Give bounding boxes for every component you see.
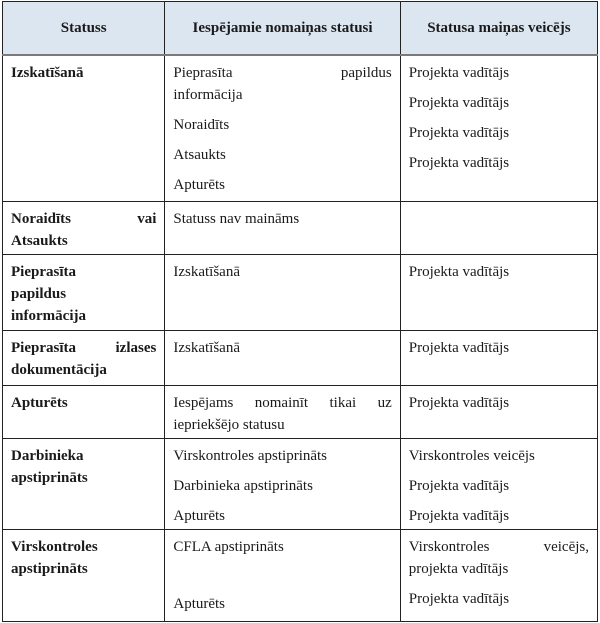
- status-cell: [3, 386, 165, 439]
- status-cell: [3, 255, 165, 331]
- table-row: [3, 386, 598, 439]
- status-label: Darbinieka apstiprināts: [11, 448, 88, 486]
- actors-cell: [400, 202, 597, 255]
- transitions-cell: [165, 439, 400, 530]
- transition-item: CFLA apstiprināts: [173, 539, 284, 555]
- actor-item: Virskontroles veicējs: [408, 448, 535, 464]
- actors-cell: [400, 439, 597, 530]
- actors-cell: [400, 255, 597, 331]
- actor-item: Projekta vadītājs: [408, 64, 510, 81]
- status-cell: [3, 331, 165, 386]
- actor-item: Projekta vadītājs: [408, 94, 510, 111]
- header-possible-transitions: Iespējamie nomaiņas statusi: [165, 2, 400, 55]
- transition-item: Pieprasīta papildus: [173, 64, 392, 81]
- table-row: [3, 439, 598, 530]
- transition-item: Darbinieka apstiprināts: [173, 478, 313, 494]
- header-change-actor: Statusa maiņas veicējs: [400, 2, 597, 55]
- transition-item: Apturēts: [173, 508, 226, 524]
- status-label: Pieprasīta izlases: [11, 340, 157, 356]
- actor-item: Projekta vadītājs: [408, 508, 510, 524]
- header-row: [3, 2, 598, 55]
- status-label: Pieprasīta papildus informācija: [11, 264, 86, 324]
- transition-item: Izskatīšanā: [173, 264, 240, 280]
- transition-item: informācija: [173, 86, 243, 103]
- actor-item: Projekta vadītājs: [408, 340, 510, 356]
- header-status: Statuss: [3, 2, 165, 55]
- transition-item: Apturēts: [173, 596, 226, 612]
- actor-item: Projekta vadītājs: [408, 264, 510, 280]
- transitions-cell: [165, 255, 400, 331]
- status-label: Noraidīts vai: [11, 211, 157, 227]
- actor-item: Projekta vadītājs: [408, 478, 510, 494]
- transition-item: Atsaukts: [173, 146, 226, 163]
- table-row: [3, 530, 598, 622]
- status-label: Virskontroles apstiprināts: [11, 539, 98, 577]
- actors-cell: [400, 386, 597, 439]
- status-cell: [3, 55, 165, 202]
- actor-item: Virskontroles veicējs,: [408, 539, 589, 555]
- transition-item: Noraidīts: [173, 116, 230, 133]
- transitions-cell: [165, 331, 400, 386]
- status-label-cont: Atsaukts: [11, 233, 68, 249]
- transitions-cell: [165, 386, 400, 439]
- actor-item: Projekta vadītājs: [408, 124, 510, 141]
- transition-item: Izskatīšanā: [173, 340, 240, 356]
- table-row: [3, 255, 598, 331]
- status-cell: [3, 202, 165, 255]
- transition-item: Statuss nav maināms: [173, 211, 300, 227]
- actors-cell: [400, 331, 597, 386]
- status-cell: [3, 439, 165, 530]
- actor-item: Projekta vadītājs: [408, 395, 510, 411]
- transitions-cell: [165, 202, 400, 255]
- status-label: Izskatīšanā: [11, 64, 84, 81]
- table-row: [3, 55, 598, 202]
- status-cell: [3, 530, 165, 622]
- table-row: [3, 331, 598, 386]
- transition-item: Virskontroles apstiprināts: [173, 448, 328, 464]
- transition-item: Iespējams nomainīt tikai uz iepriekšējo statusu: [173, 395, 392, 433]
- status-label: Apturēts: [11, 395, 68, 411]
- transitions-cell: [165, 55, 400, 202]
- transition-item: Apturēts: [173, 176, 226, 193]
- status-label-cont: dokumentācija: [11, 362, 107, 378]
- actors-cell: [400, 55, 597, 202]
- table-row: [3, 202, 598, 255]
- actors-cell: [400, 530, 597, 622]
- actor-item: Projekta vadītājs: [408, 591, 510, 607]
- actor-item: Projekta vadītājs: [408, 154, 510, 171]
- actor-item: projekta vadītājs: [408, 561, 509, 577]
- transitions-cell: [165, 530, 400, 622]
- status-transition-table: [2, 1, 598, 622]
